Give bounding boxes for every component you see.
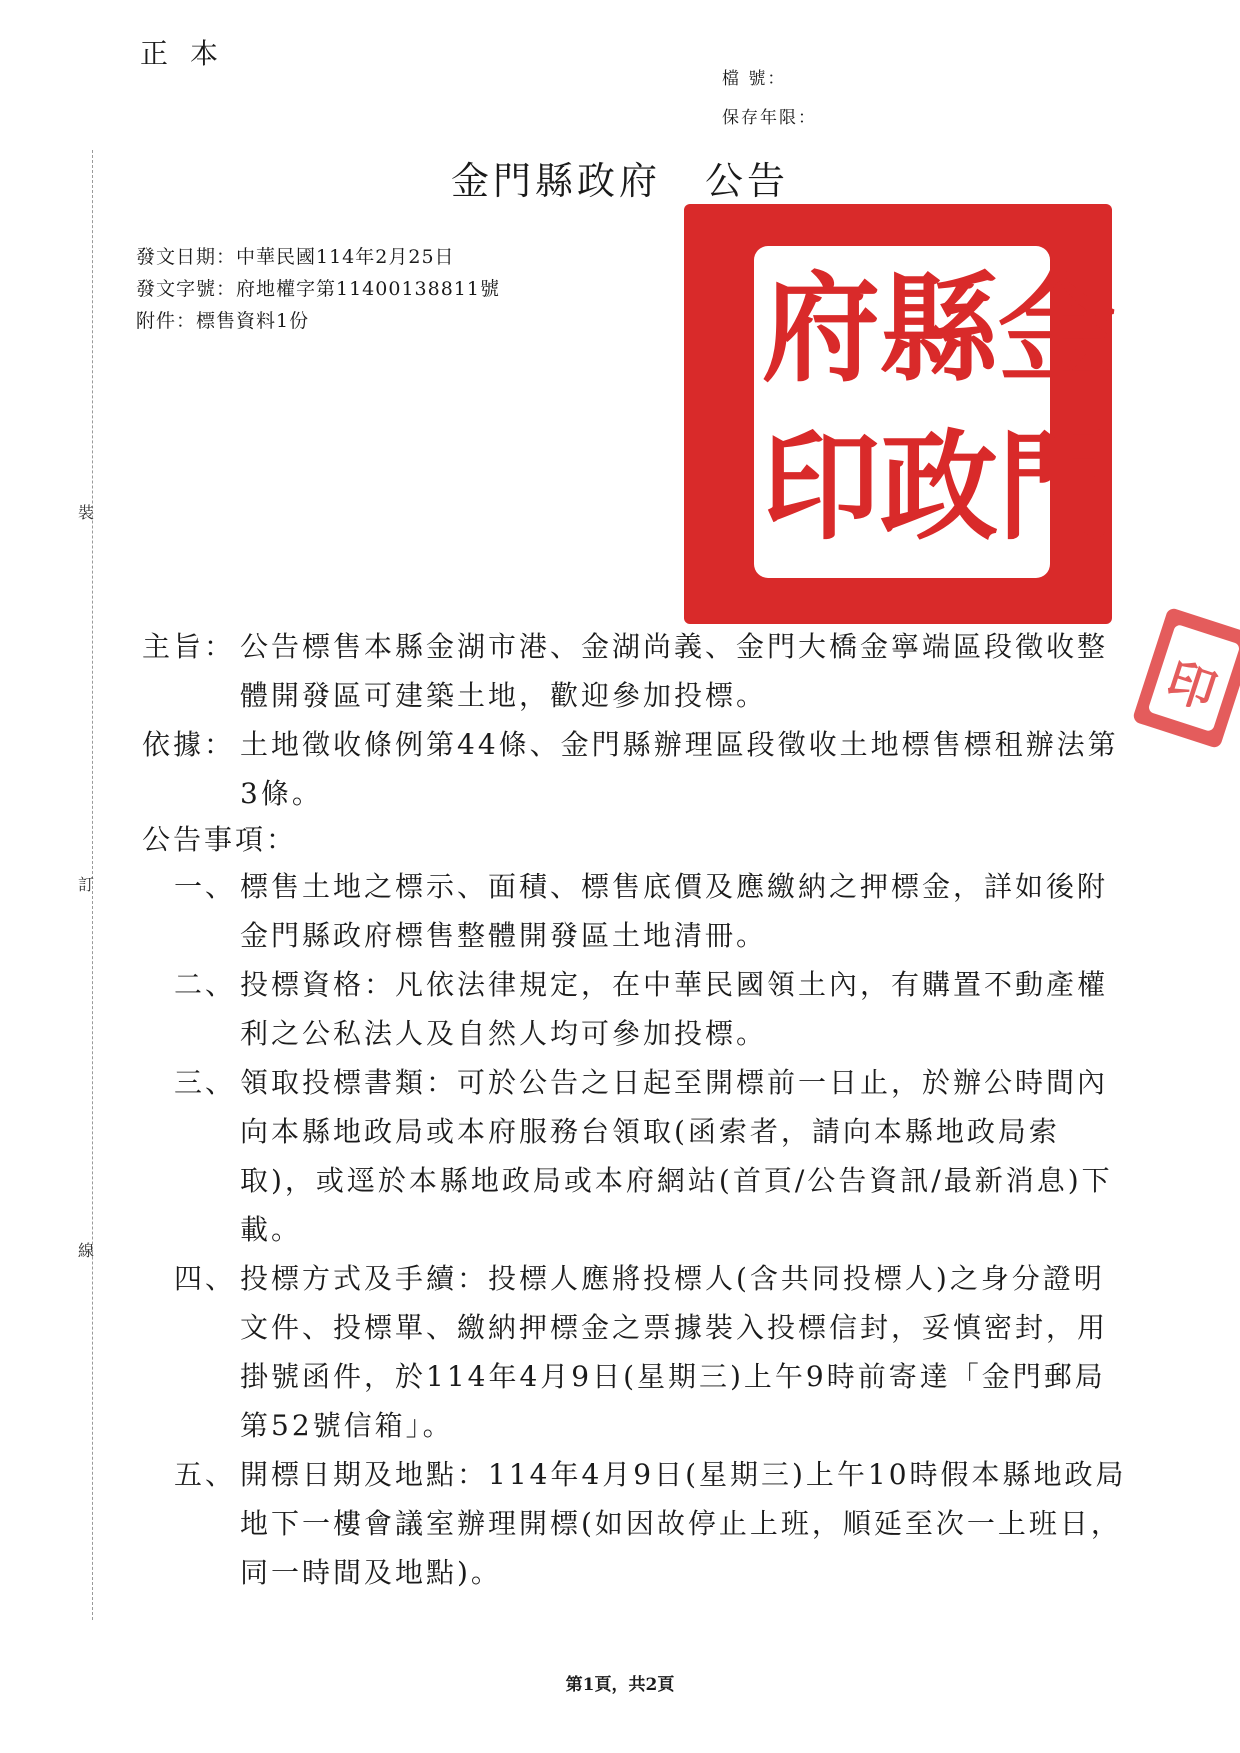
subject-paragraph — [142, 622, 1128, 720]
issuing-org: 金門縣政府 — [450, 159, 661, 203]
basis-paragraph — [142, 720, 1128, 818]
seal-char: 政 — [880, 417, 999, 556]
seal-char: 金 — [998, 259, 1117, 398]
notice-item — [174, 1058, 1128, 1254]
notice-item — [174, 1450, 1128, 1597]
item-text: 投標方式及手續：投標人應將投標人(含共同投標人)之身分證明文件、投標單、繳納押標金之票據裝入投標信封，妥慎密封，用掛號函件，於114年4月9日(星期三)上午9時前寄達「金門郵局第52號信箱」。 — [240, 1262, 1109, 1442]
item-number: 四、 — [174, 1262, 237, 1295]
seal-char: 縣 — [880, 259, 999, 398]
copy-mark: 正本 — [140, 37, 241, 70]
item-text: 投標資格：凡依法律規定，在中華民國領土內，有購置不動產權利之公私法人及自然人均可參加投標。 — [240, 968, 1109, 1050]
item-text: 領取投標書類：可於公告之日起至開標前一日止，於辦公時間內向本縣地政局或本府服務台領取(函索者，請向本縣地政局索取)，或逕於本縣地政局或本府網站(首頁/公告資訊/最新消息)下載。 — [240, 1066, 1113, 1246]
seal-char: 府 — [762, 259, 881, 398]
item-text: 開標日期及地點：114年4月9日(星期三)上午10時假本縣地政局地下一樓會議室辦理開標(如因故停止上班，順延至次一上班日，同一時間及地點)。 — [240, 1458, 1127, 1589]
notice-item — [174, 862, 1128, 960]
notice-item — [174, 960, 1128, 1058]
partial-side-seal — [1132, 607, 1240, 750]
file-number-label: 檔 號： — [722, 69, 787, 89]
subject-text: 公告標售本縣金湖市港、金湖尚義、金門大橋金寧端區段徵收整體開發區可建築土地，歡迎參加投標。 — [240, 630, 1109, 712]
retention-label: 保存年限： — [722, 108, 817, 128]
attachment-info: 附件：標售資料1份 — [136, 310, 310, 332]
basis-text: 土地徵收條例第44條、金門縣辦理區段徵收土地標售標租辦法第3條。 — [240, 728, 1119, 810]
side-seal-char: 印 — [1159, 652, 1223, 721]
item-number: 三、 — [174, 1066, 237, 1099]
binding-char-xian: 線 — [78, 1241, 95, 1260]
document-title — [0, 150, 1240, 205]
notice-items-list — [174, 862, 1128, 1597]
seal-char: 門 — [998, 417, 1117, 556]
notice-heading: 公告事項： — [142, 823, 298, 856]
item-text: 標售土地之標示、面積、標售底價及應繳納之押標金，詳如後附金門縣政府標售整體開發區土地清冊。 — [240, 870, 1109, 952]
item-number: 一、 — [174, 870, 237, 903]
document-type: 公告 — [705, 159, 790, 203]
issue-date: 發文日期：中華民國114年2月25日 — [136, 246, 455, 268]
binding-char-ding: 訂 — [78, 875, 95, 894]
seal-char: 印 — [762, 417, 881, 556]
binding-char-zhuang: 裝 — [78, 503, 95, 522]
retention-field — [722, 103, 857, 128]
reference-number: 發文字號：府地權字第11400138811號 — [136, 278, 500, 300]
official-seal — [684, 204, 1117, 624]
seal-inner-field — [754, 246, 1117, 578]
item-number: 五、 — [174, 1458, 237, 1491]
file-number-field — [722, 64, 826, 89]
basis-heading: 依據： — [142, 728, 236, 761]
page-indicator: 第1頁，共2頁 — [565, 1675, 675, 1695]
subject-heading: 主旨： — [142, 630, 236, 663]
notice-item — [174, 1254, 1128, 1450]
item-number: 二、 — [174, 968, 237, 1001]
